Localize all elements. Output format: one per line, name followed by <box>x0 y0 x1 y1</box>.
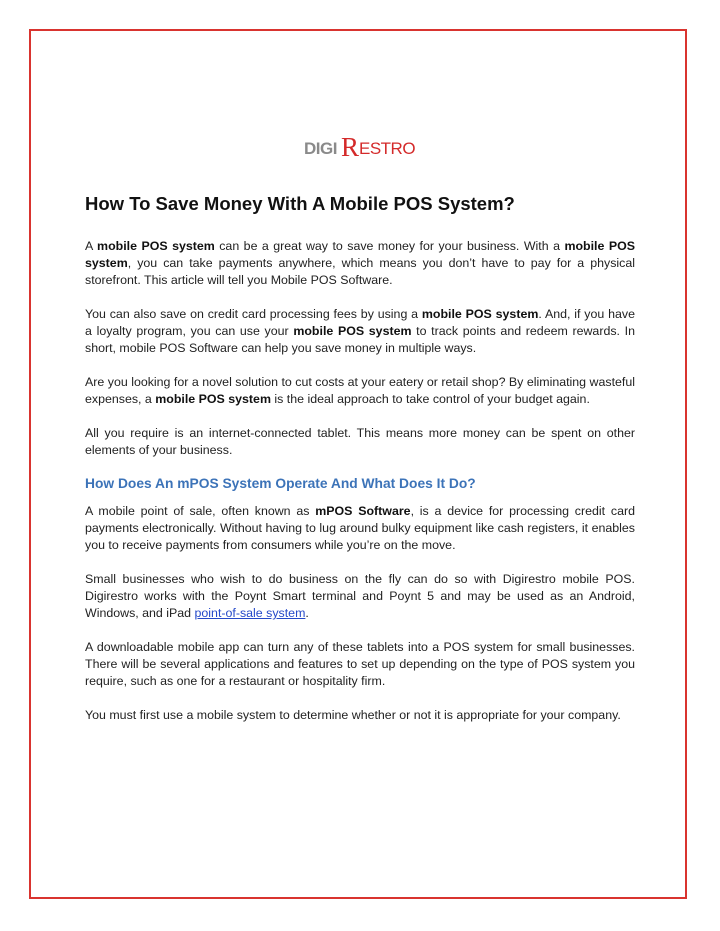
section-heading: How Does An mPOS System Operate And What Does It Do? <box>85 476 476 491</box>
article <box>85 192 635 741</box>
intro-paragraph-2 <box>85 306 635 357</box>
bold-term: mobile POS system <box>85 239 635 270</box>
text-run: , you can take payments anywhere, which means you don’t have to pay for a physical storefront. This article will tell you Mobile POS Software. <box>85 256 635 287</box>
bold-term: mobile POS system <box>97 239 215 253</box>
text-run: A downloadable mobile app can turn any of these tablets into a POS system for small businesses. There will be several applications and features to set up depending on the type of POS system you require, such as one for a restaurant or hospitality firm. <box>85 640 635 688</box>
text-run: to track points and redeem rewards. In short, mobile POS Software can help you save money in multiple ways. <box>85 324 635 355</box>
text-run: A <box>85 239 98 253</box>
bold-term: mobile POS system <box>421 307 539 321</box>
section-paragraph-2 <box>85 571 635 622</box>
bold-term: mobile POS system <box>293 324 412 338</box>
logo-r-glyph: R <box>341 132 360 160</box>
intro-paragraph-3 <box>85 374 635 408</box>
text-run: is the ideal approach to take control of your budget again. <box>270 392 590 406</box>
intro-paragraph-4 <box>85 425 635 459</box>
intro-paragraph-1 <box>85 238 635 289</box>
text-run: . And, if you have a loyalty program, you can use your <box>85 307 635 338</box>
text-run: Small businesses who wish to do business on the fly can do so with Digirestro mobile POS. Digirestro works with the Poynt Smart terminal and Poynt 5 and may be used as an Android, Windows, and iPad <box>85 572 635 620</box>
section-paragraph-4 <box>85 707 635 724</box>
text-run: You must first use a mobile system to determine whether or not it is appropriate for your company. <box>85 708 621 722</box>
text-run: . <box>305 606 309 620</box>
logo-mark-icon <box>304 130 416 160</box>
inline-link[interactable]: point-of-sale system <box>194 606 306 620</box>
text-run: You can also save on credit card processing fees by using a <box>85 307 422 321</box>
text-run: All you require is an internet-connected tablet. This means more money can be spent on other elements of your business. <box>85 426 635 457</box>
logo-text-left: DIGI <box>304 139 337 158</box>
text-run: , is a device for processing credit card payments electronically. Without having to lug around bulky equipment like cash registers, it enables you to receive payments from consumers while you’re on the move. <box>85 504 635 552</box>
text-run: Are you looking for a novel solution to cut costs at your eatery or retail shop? By eliminating wasteful expenses, a <box>85 375 635 406</box>
page-title: How To Save Money With A Mobile POS System? <box>85 193 515 214</box>
section-paragraph-1 <box>85 503 635 554</box>
bold-term: mPOS Software <box>315 504 411 518</box>
section-paragraph-3 <box>85 639 635 690</box>
digirestro-logo <box>0 130 720 160</box>
logo-text-right: ESTRO <box>359 139 416 158</box>
text-run: can be a great way to save money for your business. With a <box>214 239 565 253</box>
text-run: A mobile point of sale, often known as <box>85 504 316 518</box>
bold-term: mobile POS system <box>155 392 271 406</box>
